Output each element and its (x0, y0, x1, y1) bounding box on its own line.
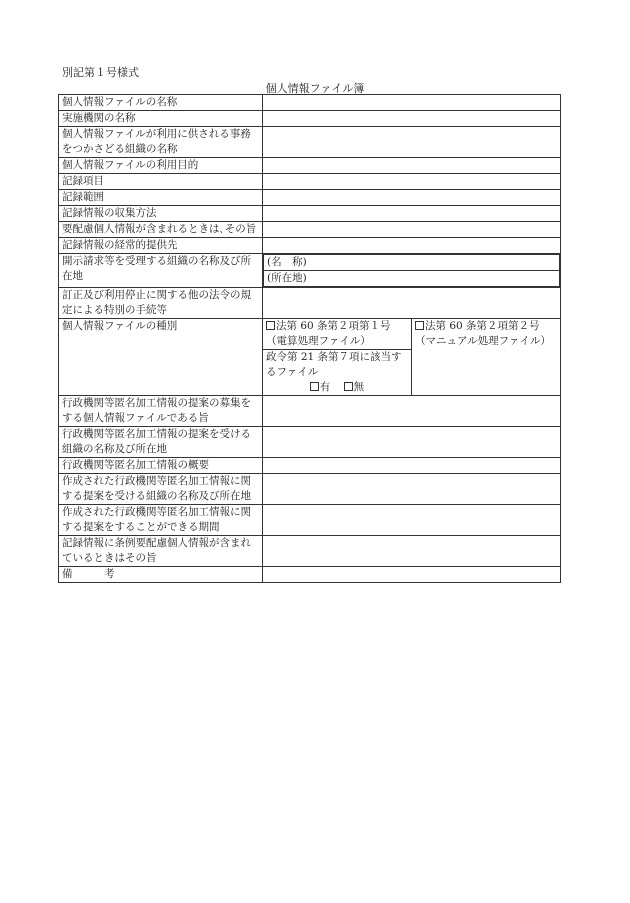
value-scope[interactable] (263, 190, 561, 206)
value-org[interactable] (263, 127, 561, 158)
table-row (59, 254, 561, 288)
table-row (59, 396, 561, 427)
table-row (59, 505, 561, 536)
value-sensitive[interactable] (263, 222, 561, 238)
checkbox-icon[interactable] (266, 321, 275, 330)
value-provision[interactable] (263, 238, 561, 254)
file-type-electronic-cell (263, 319, 412, 396)
form-label: 別記第１号様式 (62, 66, 139, 79)
option-electronic[interactable] (263, 319, 411, 350)
label-created-period: 作成された行政機関等匿名加工情報に関する提案をすることができる期間 (59, 505, 263, 536)
yes-label: 有 (319, 381, 331, 393)
checkbox-icon[interactable] (310, 382, 319, 391)
label-created-org: 作成された行政機関等匿名加工情報に関する提案を受ける組織の名称及び所在地 (59, 474, 263, 505)
option-electronic-label: 法第 60 条第２項第１号（電算処理ファイル） (266, 320, 391, 347)
label-overview: 行政機関等匿名加工情報の概要 (59, 458, 263, 474)
table-row (59, 158, 561, 174)
table-row (59, 111, 561, 127)
value-remarks[interactable] (263, 567, 561, 583)
table-row (59, 427, 561, 458)
table-row (59, 190, 561, 206)
label-items: 記録項目 (59, 174, 263, 190)
table-row (59, 174, 561, 190)
ordinance-question-label: 政令第 21 条第７項に該当するファイル (266, 351, 402, 378)
label-disclosure-org: 開示請求等を受理する組織の名称及び所在地 (59, 254, 263, 288)
value-ordinance[interactable] (263, 536, 561, 567)
label-proposal-org: 行政機関等匿名加工情報の提案を受ける組織の名称及び所在地 (59, 427, 263, 458)
value-correction[interactable] (263, 288, 561, 319)
label-org: 個人情報ファイルが利用に供される事務をつかさどる組織の名称 (59, 127, 263, 158)
no-label: 無 (353, 381, 365, 393)
value-proposal-recruit[interactable] (263, 396, 561, 427)
table-row (59, 474, 561, 505)
table-row (59, 288, 561, 319)
label-proposal-recruit: 行政機関等匿名加工情報の提案の募集をする個人情報ファイルである旨 (59, 396, 263, 427)
label-provision: 記録情報の経常的提供先 (59, 238, 263, 254)
value-collection[interactable] (263, 206, 561, 222)
disclosure-address-field[interactable]: (所在地) (264, 271, 560, 287)
value-created-org[interactable] (263, 474, 561, 505)
label-collection: 記録情報の収集方法 (59, 206, 263, 222)
value-overview[interactable] (263, 458, 561, 474)
label-agency: 実施機関の名称 (59, 111, 263, 127)
registry-table (58, 94, 561, 583)
value-items[interactable] (263, 174, 561, 190)
yes-no-choice (266, 380, 408, 395)
form-title: 個人情報ファイル簿 (265, 82, 365, 95)
table-row (59, 319, 561, 396)
value-purpose[interactable] (263, 158, 561, 174)
label-file-type: 個人情報ファイルの種別 (59, 319, 263, 396)
table-row (59, 222, 561, 238)
value-file-name[interactable] (263, 95, 561, 111)
value-proposal-org[interactable] (263, 427, 561, 458)
label-ordinance: 記録情報に条例要配慮個人情報が含まれているときはその旨 (59, 536, 263, 567)
table-row (59, 567, 561, 583)
table-row (59, 206, 561, 222)
label-purpose: 個人情報ファイルの利用目的 (59, 158, 263, 174)
value-created-period[interactable] (263, 505, 561, 536)
disclosure-name-field[interactable]: (名 称) (264, 255, 560, 271)
table-row (59, 238, 561, 254)
option-manual-label: 法第 60 条第２項第２号（マニュアル処理ファイル） (415, 320, 551, 347)
label-correction: 訂正及び利用停止に関する他の法令の規定による特別の手続等 (59, 288, 263, 319)
label-scope: 記録範囲 (59, 190, 263, 206)
checkbox-icon[interactable] (344, 382, 353, 391)
file-type-manual-cell[interactable] (412, 319, 561, 396)
label-sensitive: 要配慮個人情報が含まれるときは､その旨 (59, 222, 263, 238)
value-disclosure-org (263, 254, 561, 288)
value-agency[interactable] (263, 111, 561, 127)
table-row (59, 95, 561, 111)
table-row (59, 536, 561, 567)
table-row (59, 127, 561, 158)
table-row (59, 458, 561, 474)
ordinance-question (263, 350, 411, 395)
label-file-name: 個人情報ファイルの名称 (59, 95, 263, 111)
label-remarks: 備 考 (59, 567, 263, 583)
checkbox-icon[interactable] (415, 321, 424, 330)
